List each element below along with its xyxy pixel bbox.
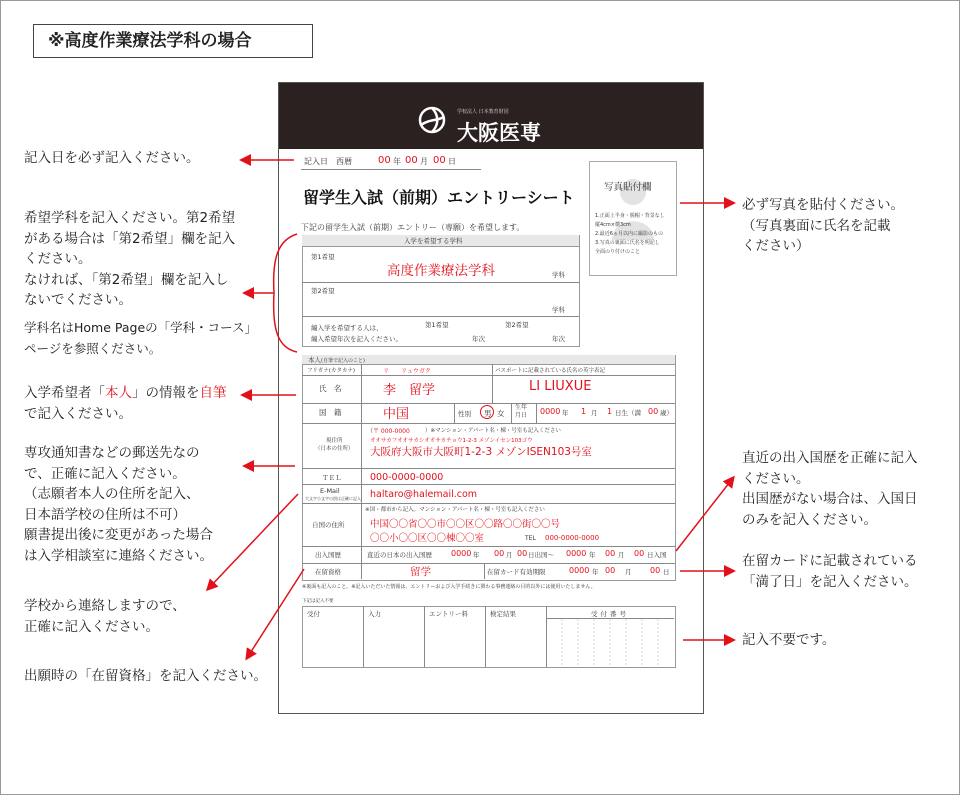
office-col-result: 検定結果: [490, 610, 516, 618]
note-department-small: 学科名はHome Pageの「学科・コース」 ページを参照ください。: [24, 320, 258, 356]
home-tel-value[interactable]: 000-0000-0000: [545, 534, 600, 542]
status-label: 在留資格: [315, 568, 341, 576]
address-value[interactable]: 大阪府大阪市大阪町1-2-3 メゾンISEN103号室: [370, 446, 592, 458]
department-header: 入学を希望する学科: [404, 237, 463, 245]
birth-suffix: 日生（満: [615, 409, 641, 417]
home-address-label: 自国の住所: [312, 521, 345, 529]
date-year-unit: 年: [393, 157, 401, 166]
note-address: 専攻通知書などの郵送先なの で、正確に記入ください。 （志願者本人の住所を記入、 日本語学校の住所は不可） 願書提出後に変更があった場合 は入学相談室に連絡ください。: [24, 445, 213, 564]
second-choice-unit: 学科: [552, 306, 565, 314]
second-choice-label: 第2希望: [311, 287, 335, 295]
office-use-label: 下記は記入不要: [302, 599, 334, 604]
card-year-unit: 年: [592, 568, 599, 576]
form-title: 留学生入試（前期）エントリーシート: [303, 188, 575, 207]
birth-year-unit: 年: [562, 409, 569, 417]
tel-value[interactable]: 000-0000-0000: [370, 472, 444, 483]
logo-text: 大阪医専: [457, 121, 541, 145]
date-month: 00: [405, 155, 418, 166]
card-day-unit: 日: [663, 568, 670, 576]
note-department: 希望学科を記入ください。第2希望 がある場合は「第2希望」欄を記入 ください。 なければ、「第2希望」欄を記入し ないでください。: [24, 210, 236, 308]
age-unit: 歳）: [660, 409, 673, 417]
history-exit-month[interactable]: 00: [494, 549, 505, 558]
office-col-fee: エントリー料: [429, 610, 468, 618]
email-label: E-Mail: [320, 487, 340, 495]
transfer-choice-1: 第1希望: [425, 321, 449, 329]
card-year[interactable]: 0000: [569, 566, 590, 575]
first-choice-label: 第1希望: [311, 253, 335, 261]
logo-subtext: 学校法人 日本教育財団: [457, 109, 509, 115]
birth-year[interactable]: 0000: [540, 407, 561, 416]
history-exit-month-unit: 月: [506, 551, 513, 559]
history-text: 直近の日本の出入国歴: [367, 551, 432, 559]
sex-label: 性別: [458, 410, 471, 418]
home-address-line1[interactable]: 中国〇〇省〇〇市〇〇区〇〇路〇〇街〇〇号: [370, 519, 561, 530]
sex-female[interactable]: 女: [497, 409, 505, 418]
card-label: 在留カード有効期限: [487, 568, 546, 576]
note-history: 直近の出入国歴を正確に記入 ください。 出国歴がない場合は、入国日 のみを記入ください。: [742, 450, 918, 528]
self-header: 本人(自筆で記入のこと): [308, 356, 365, 364]
name-english-value[interactable]: LI LIUXUE: [529, 379, 592, 394]
furigana-value[interactable]: リ リュウガク: [383, 368, 431, 375]
photo-title: 写真貼付欄: [604, 182, 652, 193]
history-entry-year-unit: 年: [589, 551, 596, 559]
transfer-text-2: 編入希望年次を記入ください。: [311, 335, 402, 343]
date-day: 00: [433, 155, 446, 166]
birth-label: 生年 月日: [515, 404, 528, 419]
home-tel-label: TEL: [525, 535, 536, 542]
note-status: 出願時の「在留資格」を記入ください。: [24, 668, 267, 684]
postal-note: ）※マンション・アパート名・棟・号室も記入ください: [425, 428, 561, 434]
furigana-label: フリガナ(カタカナ): [307, 368, 356, 374]
office-col-reception: 受付: [307, 610, 320, 618]
sex-male[interactable]: 男: [484, 409, 492, 418]
birth-day[interactable]: 1: [607, 407, 613, 416]
first-choice-unit: 学科: [552, 271, 565, 279]
history-mid: 日出国〜: [528, 551, 554, 559]
transfer-year-1: 年次: [472, 335, 485, 343]
history-entry-month[interactable]: 00: [605, 549, 616, 558]
card-day[interactable]: 00: [650, 566, 661, 575]
card-month[interactable]: 00: [605, 566, 616, 575]
note-office: 記入不要です。: [742, 632, 836, 648]
history-end: 日入国: [647, 551, 667, 559]
passport-label: パスポートに記載されている氏名の英字表記: [495, 368, 606, 374]
address-kana[interactable]: オオサカフオオサカシオオサカチョウ1-2-3 メゾンイセン103ゴウ: [370, 438, 533, 444]
date-day-unit: 日: [448, 157, 456, 166]
history-entry-year[interactable]: 0000: [566, 549, 587, 558]
transfer-year-2: 年次: [552, 335, 565, 343]
form-subtitle: 下記の留学生入試（前期）エントリー（専願）を希望します。: [301, 223, 525, 232]
history-entry-month-unit: 月: [618, 551, 625, 559]
address-label: 現住所 （日本の住所）: [315, 438, 354, 452]
photo-notes: 1.正面上半身・脱帽・背景なし 縦4cm×横3cm 2.最近6ヵ月以内に撮影のもの 3.写真の裏面に氏名を明記し 全面のり付けのこと: [595, 213, 665, 255]
postal-code[interactable]: （〒 000-0000: [367, 428, 410, 435]
date-year: 00: [378, 155, 391, 166]
date-label: 記入日 西暦: [304, 157, 352, 166]
history-exit-day[interactable]: 00: [517, 549, 528, 558]
name-label: 氏 名: [319, 384, 342, 393]
home-address-note: ※国・都市から記入。マンション・アパート名・棟・号室も記入ください: [365, 507, 545, 513]
history-entry-day[interactable]: 00: [634, 549, 645, 558]
office-col-input: 入力: [368, 610, 381, 618]
age-value[interactable]: 00: [648, 407, 659, 416]
office-col-number: 受付番号: [591, 610, 629, 618]
email-value[interactable]: haltaro@halemail.com: [370, 489, 478, 500]
history-exit-year-unit: 年: [473, 551, 480, 559]
home-address-line2[interactable]: 〇〇小〇〇区〇〇棟〇〇室: [370, 533, 485, 544]
transfer-choice-2: 第2希望: [505, 321, 529, 329]
note-photo: 必ず写真を貼付ください。 （写真裏面に氏名を記載 ください）: [742, 197, 904, 254]
note-self-info: 入学希望者「本人」の情報を自筆 で記入ください。: [24, 385, 227, 422]
history-exit-year[interactable]: 0000: [451, 549, 472, 558]
transfer-text-1: 編入学を希望する人は、: [311, 324, 383, 332]
status-value[interactable]: 留学: [410, 566, 431, 578]
name-value[interactable]: 李 留学: [383, 383, 436, 398]
nationality-value[interactable]: 中国: [383, 407, 410, 422]
tel-label: ＴＥＬ: [322, 474, 342, 482]
nationality-label: 国 籍: [319, 408, 342, 417]
history-label: 出入国歴: [315, 551, 341, 559]
email-note: 大文字小文字の別は正確に記入: [305, 496, 361, 501]
fine-print: ※裏面も記入のこと。※記入いただいた情報は、エントリーおよび入学手続きに関わる事務連絡の目的以外には使用いたしません。: [302, 584, 596, 590]
note-card: 在留カードに記載されている 「満了日」を記入ください。: [742, 553, 918, 590]
note-date: 記入日を必ず記入ください。: [24, 150, 200, 166]
birth-month[interactable]: 1: [581, 407, 587, 416]
birth-month-unit: 月: [591, 409, 598, 417]
page-heading: ※高度作業療法学科の場合: [33, 24, 313, 58]
note-tel: 学校から連絡しますので、 正確に記入ください。: [24, 598, 186, 635]
date-month-unit: 月: [420, 157, 428, 166]
first-choice-value[interactable]: 高度作業療法学科: [387, 263, 495, 279]
card-month-unit: 月: [625, 568, 632, 576]
